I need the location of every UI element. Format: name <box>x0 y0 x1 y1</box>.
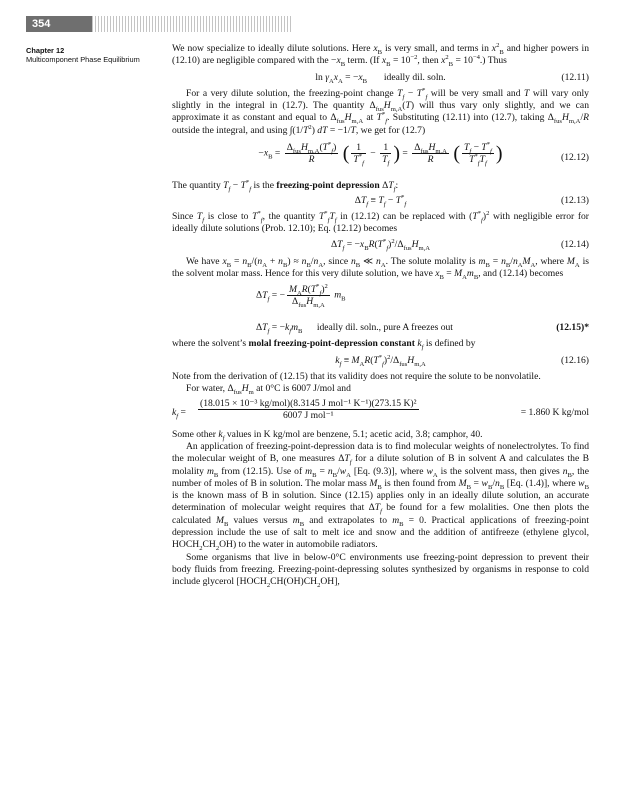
paragraph-10: An application of freezing-point-depression data is to find molecular weights of nonelectrolytes. To find the molecular weight of B, one measures $\Delta T_f$ for a dilute solution of B in solvent A and calculates the B molality $m_B$ from (12.15). Use of $m_B = n_B/w_A$ [Eq. (9.3)], where $w_A$ is the solvent mass, then gives $n_B$, the number of moles of B in solution. The molar mass $M_B$ is then found from $M_B = w_B/n_B$ [Eq. (1.4)], where $w_B$ is the known mass of B in solution. Since (12.15) applies only in an ideally dilute solution, an accurate determination of molecular weight requires that $\Delta T_f$ be found for a few molalities. One then plots the calculated $M_B$ values versus $m_B$ and extrapolates to $m_B = 0$. Practical applications of freezing-point depression include the use of salt to melt ice and snow and the addition of antifreeze (ethylene glycol, $HOCH_2CH_2OH$) to the water in automobile radiators. <box>172 440 590 553</box>
paragraph-5: We have $x_B = n_B/(n_A + n_B) \approx n_B/n_A$, since $n_B$ ≪ $n_A$. The solute molality is $m_B = n_B/n_AM_A$, where $M_A$ is the solvent molar mass. Hence for this very dilute solution, we have $x_B = M_Am_B$, and (12.14) becomes <box>172 255 589 281</box>
page-number: 354 <box>32 18 51 30</box>
equation-12-13: $\Delta T_f \equiv T_f - T^*_f$ (12.13) <box>354 194 589 209</box>
paragraph-6: where the solvent’s molal freezing-point-depression constant $k_f$ is defined by <box>172 338 476 352</box>
sidebar <box>26 46 196 64</box>
paragraph-7: Note from the derivation of (12.15) that its validity does not require the solute to be nonvolatile. <box>172 371 541 383</box>
eq11-number: (12.11) <box>561 71 589 83</box>
chapter-title: Multicomponent Phase Equilibrium <box>26 55 140 64</box>
paragraph-11: Some organisms that live in below-0°C environments use freezing-point depression to prevent their body fluids from freezing. Freezing-point-depressing solutes synthesized by organisms in response to cold include glycerol $[HOCH_2CH(OH)CH_2OH]$, <box>172 551 589 590</box>
eq13-number: (12.13) <box>561 195 589 207</box>
eq15-note: ideally dil. soln., pure A freezes out <box>316 322 453 334</box>
kf-result: = 1.860 K kg/mol <box>520 406 589 418</box>
kf-numerator: (18.015 × 10⁻³ kg/mol)(8.3145 J mol⁻¹ K⁻¹)(273.15 K)² <box>200 397 417 409</box>
paragraph-4: Since $T_f$ is close to $T^*_f$, the quantity $T^*_fT_f$ in (12.12) can be replaced with $(T^*_f)^2$ with negligible error for ideally dilute solutions (Prob. 12.10); Eq. (12.12) becomes <box>172 209 590 234</box>
equation-12-16: $k_f \equiv M_AR(T^*_f)^2/\Delta_{fus}H_{m,A}$ (12.16) <box>335 353 589 368</box>
page-number-tab <box>26 16 92 32</box>
paragraph-3: The quantity $T_f - T^*_f$ is the freezing-point depression $\Delta T_f$: <box>172 178 399 193</box>
equation-kf-water: $k_f$ = (18.015 × 10⁻³ kg/mol)(8.3145 J mol⁻¹ K⁻¹)(273.15 K)² 6007 J mol⁻¹ = 1.860 K kg/mol <box>172 397 589 421</box>
eq16-number: (12.16) <box>561 354 589 366</box>
kf-denominator: 6007 J mol⁻¹ <box>282 409 334 421</box>
paragraph-8: For water, $\Delta_{fus}H_m$ at 0°C is 6007 J/mol and <box>186 383 351 397</box>
paragraph-1: We now specialize to ideally dilute solutions. Here $x_B$ is very small, and terms in $x^2_B$ and higher powers in (12.10) are negligible compared with the $-x_B$ term. (If $x_B = 10^{-2}$, then $x^2_B = 10^{-4}$.) Thus <box>172 41 589 69</box>
equation-12-15: $\Delta T_f = -k_fm_B$ ideally dil. soln., pure A freezes out (12.15)* <box>256 322 589 336</box>
header-hatch-decoration <box>92 16 292 32</box>
equation-15-intermediate: $\Delta T_f$ = − $\frac{M_AR(T^*_f)^2}{\Delta_{fus}H_{m,A}}$ $m_B$ <box>256 282 346 310</box>
equation-12-14: $\Delta T_f = -x_BR(T^*_f)^2/\Delta_{fus}H_{m,A}$ (12.14) <box>330 238 589 253</box>
equation-12-12: $-x_B$ = $\frac{\Delta_{fus}H_{m,A}(T^*_f)}{R}$ ( $\frac{1}{T^*_f}$ − $\frac{1}{T_f}$ ) = $\frac{\Delta_{fus}H_{m,A}}{R}$ ( $\frac{T_f - T^*_f}{T^*_fT_f}$ ) (12.12) <box>258 140 589 167</box>
chapter-label: Chapter 12 <box>26 46 65 55</box>
eq15-number: (12.15)* <box>556 322 589 334</box>
paragraph-2: For a very dilute solution, the freezing-point change $T_f - T^*_f$ will be very small and T will vary only slightly in the integral in (12.7). The quantity $\Delta_{fus}H_{m,A}(T)$ will thus vary only slightly, and we can approximate it as constant and equal to $\Delta_{fus}H_{m,A}$ at $T^*_f$. Substituting (12.11) into (12.7), taking $\Delta_{fus}H_{m,A}/R$ outside the integral, and using $\int(1/T^2)$ dT = −1/T, we get for (12.7) <box>172 86 589 136</box>
paragraph-9: Some other $k_f$ values in K kg/mol are benzene, 5.1; acetic acid, 3.8; camphor, 40. <box>172 428 483 442</box>
eq12-number: (12.12) <box>561 152 589 164</box>
eq11-note: ideally dil. soln. <box>383 71 446 83</box>
eq14-number: (12.14) <box>561 239 589 251</box>
main-text-column <box>172 43 589 589</box>
equation-12-11: $\ln \gamma_Ax_A = -x_B$ ideally dil. soln. (12.11) <box>315 71 589 85</box>
